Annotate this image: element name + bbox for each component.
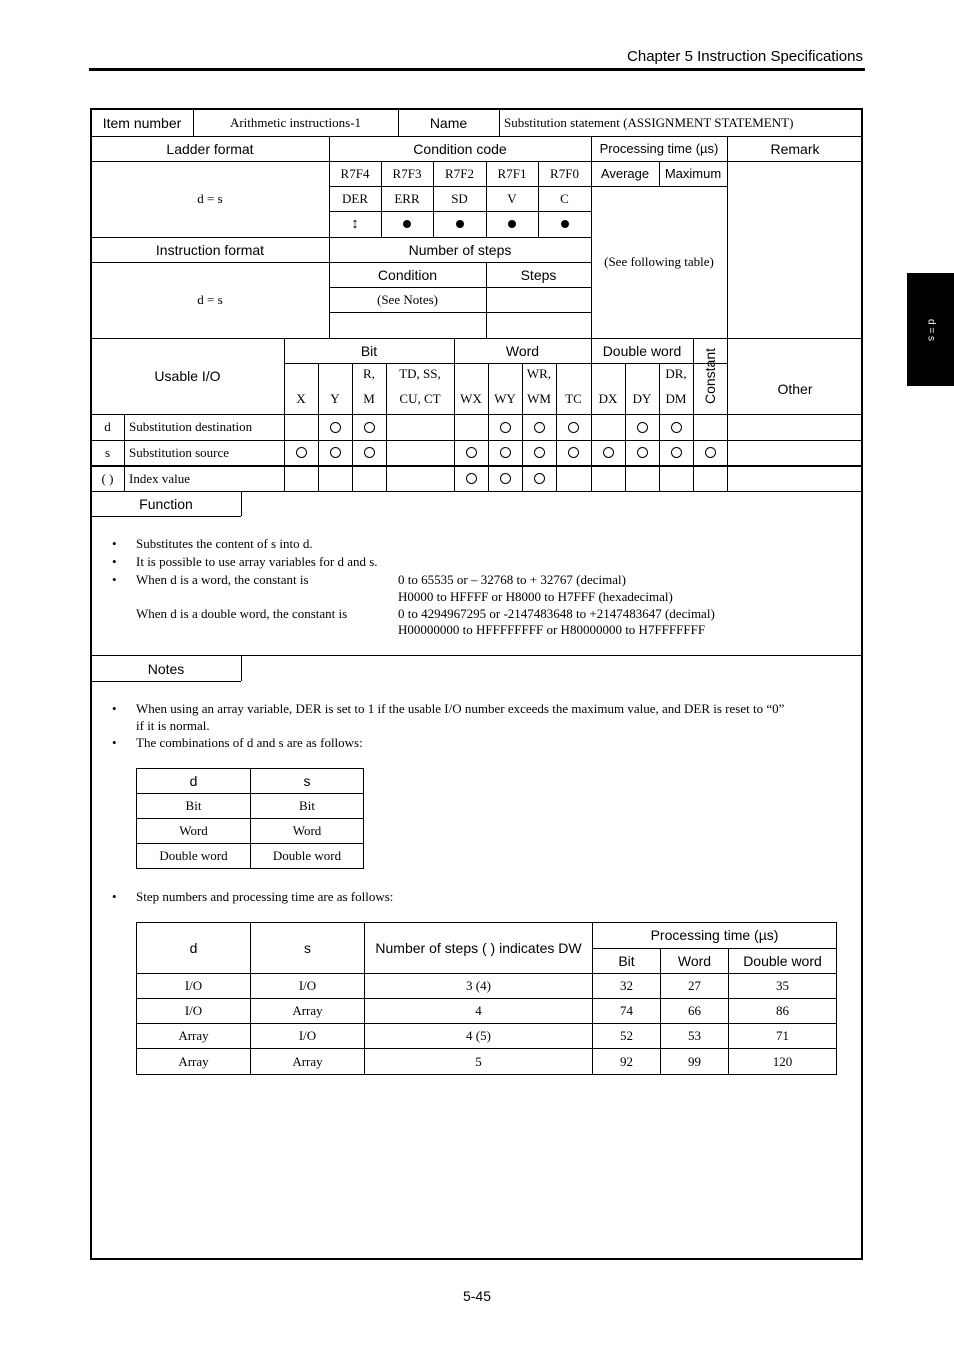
- steps-cell: 35: [729, 974, 837, 999]
- register-r7f1: R7F1: [497, 165, 527, 181]
- steps-cell: 5: [365, 1049, 593, 1075]
- steps-cell: 4 (5): [365, 1024, 593, 1049]
- usable-circle-icon: [318, 414, 352, 440]
- io-column-top: R,: [363, 366, 375, 381]
- item-number-label: Item number: [102, 115, 182, 131]
- usable-circle-icon: [318, 440, 352, 465]
- c-unchanged-icon: [538, 211, 591, 237]
- io-column-top: [284, 363, 318, 385]
- dword-range-hex: H00000000 to HFFFFFFFF or H80000000 to H7FFFFFFF: [398, 622, 706, 637]
- v-unchanged-icon: [486, 211, 538, 237]
- row-symbol-d: d: [104, 419, 111, 434]
- steps-header-count: Number of steps ( ) indicates DW: [365, 923, 593, 974]
- steps-header-proc: Processing time (µs): [593, 923, 837, 949]
- rule: [91, 516, 241, 517]
- notes-bullet-3: • Step numbers and processing time are as follows:: [136, 889, 393, 905]
- usable-circle-icon: [522, 466, 556, 491]
- steps-cell: I/O: [251, 974, 365, 999]
- steps-header-d: d: [137, 923, 251, 974]
- row-desc-s: Substitution source: [129, 444, 230, 460]
- instruction-expression: d = s: [197, 292, 223, 307]
- table-row: [137, 999, 837, 1024]
- double-word-group-label: Double word: [602, 342, 682, 359]
- notes-bullet-1-cont: if it is normal.: [136, 718, 210, 733]
- io-column-bottom: DY: [632, 391, 652, 406]
- steps-cell: I/O: [137, 999, 251, 1024]
- io-column-top: [591, 363, 625, 385]
- side-tab: [907, 273, 954, 386]
- usable-circle-icon: [284, 440, 318, 465]
- steps-cell: Array: [137, 1024, 251, 1049]
- steps-cell: Array: [251, 1049, 365, 1075]
- usable-circle-icon: [625, 440, 659, 465]
- chapter-title: Chapter 5 Instruction Specifications: [627, 48, 863, 65]
- steps-cell: 86: [729, 999, 837, 1024]
- table-row: [137, 1024, 837, 1049]
- combo-cell: Bit: [137, 794, 251, 819]
- usable-circle-icon: [659, 414, 693, 440]
- usable-circle-icon: [522, 440, 556, 465]
- condition-err: ERR: [394, 190, 420, 206]
- average-label: Average: [600, 166, 650, 181]
- see-following-table: (See following table): [604, 254, 714, 269]
- condition-code-label: Condition code: [413, 140, 507, 157]
- condition-c: C: [560, 190, 569, 206]
- rule: [241, 491, 242, 516]
- register-r7f0: R7F0: [550, 165, 579, 181]
- io-column-top: [488, 363, 522, 385]
- steps-cell: 120: [729, 1049, 837, 1075]
- io-column-top: [318, 363, 352, 385]
- processing-time-label: Processing time (µs): [599, 141, 719, 156]
- io-column-top: DR,: [665, 366, 687, 381]
- name-label: Name: [429, 115, 468, 131]
- io-column-top: TD, SS,: [399, 366, 441, 381]
- side-tab-label: d = s: [925, 318, 936, 341]
- rule: [91, 681, 241, 682]
- steps-table: [136, 922, 837, 1075]
- name-value: Substitution statement (ASSIGNMENT STATEMENT): [504, 115, 794, 130]
- combo-header-d: d: [137, 769, 251, 794]
- steps-cell: 66: [661, 999, 729, 1024]
- instruction-format-label: Instruction format: [155, 241, 265, 258]
- condition-v: V: [507, 190, 517, 206]
- bit-group-label: Bit: [360, 342, 378, 359]
- steps-cell: 53: [661, 1024, 729, 1049]
- steps-cell: 92: [593, 1049, 661, 1075]
- function-bullet-1: • Substitutes the content of s into d.: [136, 536, 313, 552]
- notes-bullet-1: • When using an array variable, DER is set to 1 if the usable I/O number exceeds the maximum value, and DER is reset to “0”: [136, 701, 784, 717]
- word-group-label: Word: [505, 342, 540, 359]
- table-row: [137, 974, 837, 999]
- usable-circle-icon: [625, 414, 659, 440]
- steps-cell: I/O: [251, 1024, 365, 1049]
- row-desc-d: Substitution destination: [129, 419, 253, 434]
- condition-sd: SD: [451, 190, 468, 206]
- table-row: [137, 1049, 837, 1075]
- io-column-bottom: Y: [330, 391, 340, 406]
- io-column-bottom: DM: [665, 391, 687, 406]
- io-column-top: WR,: [526, 366, 552, 381]
- condition-label: Condition: [377, 266, 438, 283]
- dword-range-decimal: 0 to 4294967295 or -2147483648 to +2147483647 (decimal): [398, 606, 715, 621]
- word-range-decimal: 0 to 65535 or – 32768 to + 32767 (decimal): [398, 572, 626, 587]
- steps-cell: Array: [251, 999, 365, 1024]
- notes-label: Notes: [147, 660, 185, 677]
- steps-cell: Array: [137, 1049, 251, 1075]
- function-bullet-3: • When d is a word, the constant is: [136, 572, 309, 588]
- der-updown-icon: ↕: [351, 215, 359, 232]
- steps-header-bit: Bit: [593, 948, 661, 974]
- combo-cell: Word: [137, 819, 251, 844]
- usable-circle-icon: [591, 440, 625, 465]
- combo-cell: Word: [251, 819, 364, 844]
- steps-cell: 71: [729, 1024, 837, 1049]
- usable-circle-icon: [659, 440, 693, 465]
- usable-circle-icon: [454, 440, 488, 465]
- err-unchanged-icon: [381, 211, 433, 237]
- combo-cell: Double word: [251, 844, 364, 869]
- io-column-bottom: WY: [494, 391, 516, 406]
- number-of-steps-label: Number of steps: [408, 241, 512, 258]
- sd-unchanged-icon: [433, 211, 486, 237]
- function-label: Function: [139, 495, 193, 512]
- io-column-top: [556, 363, 591, 385]
- usable-circle-icon: [488, 466, 522, 491]
- steps-body: [137, 974, 837, 1075]
- condition-der: DER: [342, 190, 368, 206]
- word-range-hex: H0000 to HFFFF or H8000 to H7FFF (hexadecimal): [398, 589, 673, 604]
- usable-io-label: Usable I/O: [154, 368, 221, 384]
- page-number: 5-45: [462, 1288, 492, 1304]
- rule: [727, 136, 728, 338]
- remark-label: Remark: [770, 140, 820, 157]
- steps-header-word: Word: [661, 948, 729, 974]
- io-column-bottom: WX: [460, 391, 482, 406]
- constant-label: Constant: [702, 347, 719, 405]
- combo-cell: Double word: [137, 844, 251, 869]
- usable-circle-icon: [693, 440, 727, 465]
- register-r7f2: R7F2: [445, 165, 474, 181]
- steps-cell: I/O: [137, 974, 251, 999]
- rule: [329, 312, 591, 313]
- dword-label: When d is a double word, the constant is: [136, 606, 348, 621]
- steps-cell: 99: [661, 1049, 729, 1075]
- usable-circle-icon: [352, 414, 386, 440]
- steps-label: Steps: [520, 266, 557, 283]
- steps-header-s: s: [251, 923, 365, 974]
- row-symbol-index: ( ): [101, 470, 114, 486]
- register-r7f3: R7F3: [392, 165, 422, 181]
- io-column-top: [625, 363, 659, 385]
- io-column-bottom: TC: [565, 391, 582, 406]
- ladder-expression: d = s: [197, 191, 223, 206]
- usable-circle-icon: [488, 414, 522, 440]
- notes-bullet-2: • The combinations of d and s are as follows:: [136, 735, 363, 751]
- other-label: Other: [777, 381, 813, 397]
- usable-circle-icon: [454, 466, 488, 491]
- function-bullet-2: • It is possible to use array variables for d and s.: [136, 554, 378, 570]
- header-rule: [89, 68, 865, 71]
- combo-cell: Bit: [251, 794, 364, 819]
- steps-cell: 52: [593, 1024, 661, 1049]
- item-number-value: Arithmetic instructions-1: [229, 115, 362, 130]
- io-column-top: [454, 363, 488, 385]
- row-desc-index: Index value: [129, 470, 191, 486]
- steps-cell: 32: [593, 974, 661, 999]
- combination-table: [136, 768, 364, 869]
- combo-header-s: s: [251, 769, 364, 794]
- io-column-bottom: DX: [598, 391, 618, 406]
- io-column-bottom: WM: [527, 391, 551, 406]
- ladder-format-label: Ladder format: [166, 140, 254, 157]
- register-r7f4: R7F4: [340, 165, 370, 181]
- steps-header-dword: Double word: [729, 948, 837, 974]
- usable-circle-icon: [522, 414, 556, 440]
- io-column-bottom: CU, CT: [399, 391, 441, 406]
- steps-cell: 27: [661, 974, 729, 999]
- see-notes: (See Notes): [376, 291, 438, 307]
- usable-circle-icon: [556, 414, 591, 440]
- io-column-bottom: X: [296, 391, 306, 406]
- usable-circle-icon: [488, 440, 522, 465]
- row-symbol-s: s: [104, 444, 111, 460]
- usable-circle-icon: [556, 440, 591, 465]
- io-column-bottom: M: [363, 391, 375, 406]
- usable-circle-icon: [352, 440, 386, 465]
- maximum-label: Maximum: [664, 166, 722, 181]
- steps-cell: 3 (4): [365, 974, 593, 999]
- steps-cell: 4: [365, 999, 593, 1024]
- steps-cell: 74: [593, 999, 661, 1024]
- rule: [241, 655, 242, 681]
